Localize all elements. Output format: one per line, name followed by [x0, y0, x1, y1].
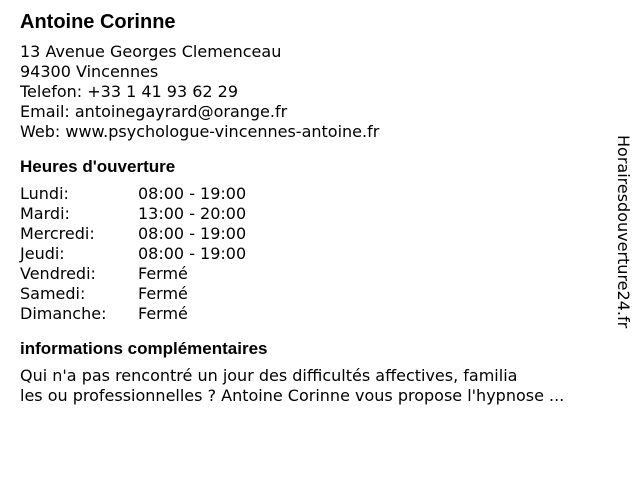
hours-row-monday: [20, 184, 610, 204]
day-label: Mercredi:: [20, 224, 95, 243]
business-card: [20, 10, 610, 406]
email-address: Email: antoinegayrard@orange.fr: [20, 102, 288, 121]
time-value: 08:00 - 19:00: [138, 224, 247, 243]
city-address: 94300 Vincennes: [20, 62, 159, 81]
day-label: Mardi:: [20, 204, 70, 223]
day-label: Samedi:: [20, 284, 86, 303]
description-line-1: Qui n'a pas rencontré un jour des difficultés affectives, familia: [20, 366, 518, 385]
time-value: Fermé: [138, 284, 188, 303]
hours-row-tuesday: [20, 204, 610, 224]
website: Web: www.psychologue-vincennes-antoine.fr: [20, 122, 380, 141]
street-address: 13 Avenue Georges Clemenceau: [20, 42, 282, 61]
additional-info-title: informations complémentaires: [20, 339, 268, 358]
site-watermark: Horairesdouverture24.fr: [614, 135, 633, 329]
contact-details: [20, 42, 610, 142]
hours-row-sunday: [20, 304, 610, 324]
hours-row-friday: [20, 264, 610, 284]
business-name: Antoine Corinne: [20, 11, 176, 33]
description-line-2: les ou professionnelles ? Antoine Corinne vous propose l'hypnose ...: [20, 386, 565, 405]
phone-number: Telefon: +33 1 41 93 62 29: [20, 82, 239, 101]
day-label: Lundi:: [20, 184, 69, 203]
time-value: Fermé: [138, 264, 188, 283]
time-value: Fermé: [138, 304, 188, 323]
hours-row-saturday: [20, 284, 610, 304]
time-value: 08:00 - 19:00: [138, 184, 247, 203]
day-label: Dimanche:: [20, 304, 107, 323]
time-value: 08:00 - 19:00: [138, 244, 247, 263]
day-label: Vendredi:: [20, 264, 96, 283]
day-label: Jeudi:: [20, 244, 65, 263]
opening-hours-table: [20, 184, 610, 324]
time-value: 13:00 - 20:00: [138, 204, 247, 223]
hours-row-thursday: [20, 244, 610, 264]
hours-row-wednesday: [20, 224, 610, 244]
opening-hours-title: Heures d'ouverture: [20, 157, 176, 176]
